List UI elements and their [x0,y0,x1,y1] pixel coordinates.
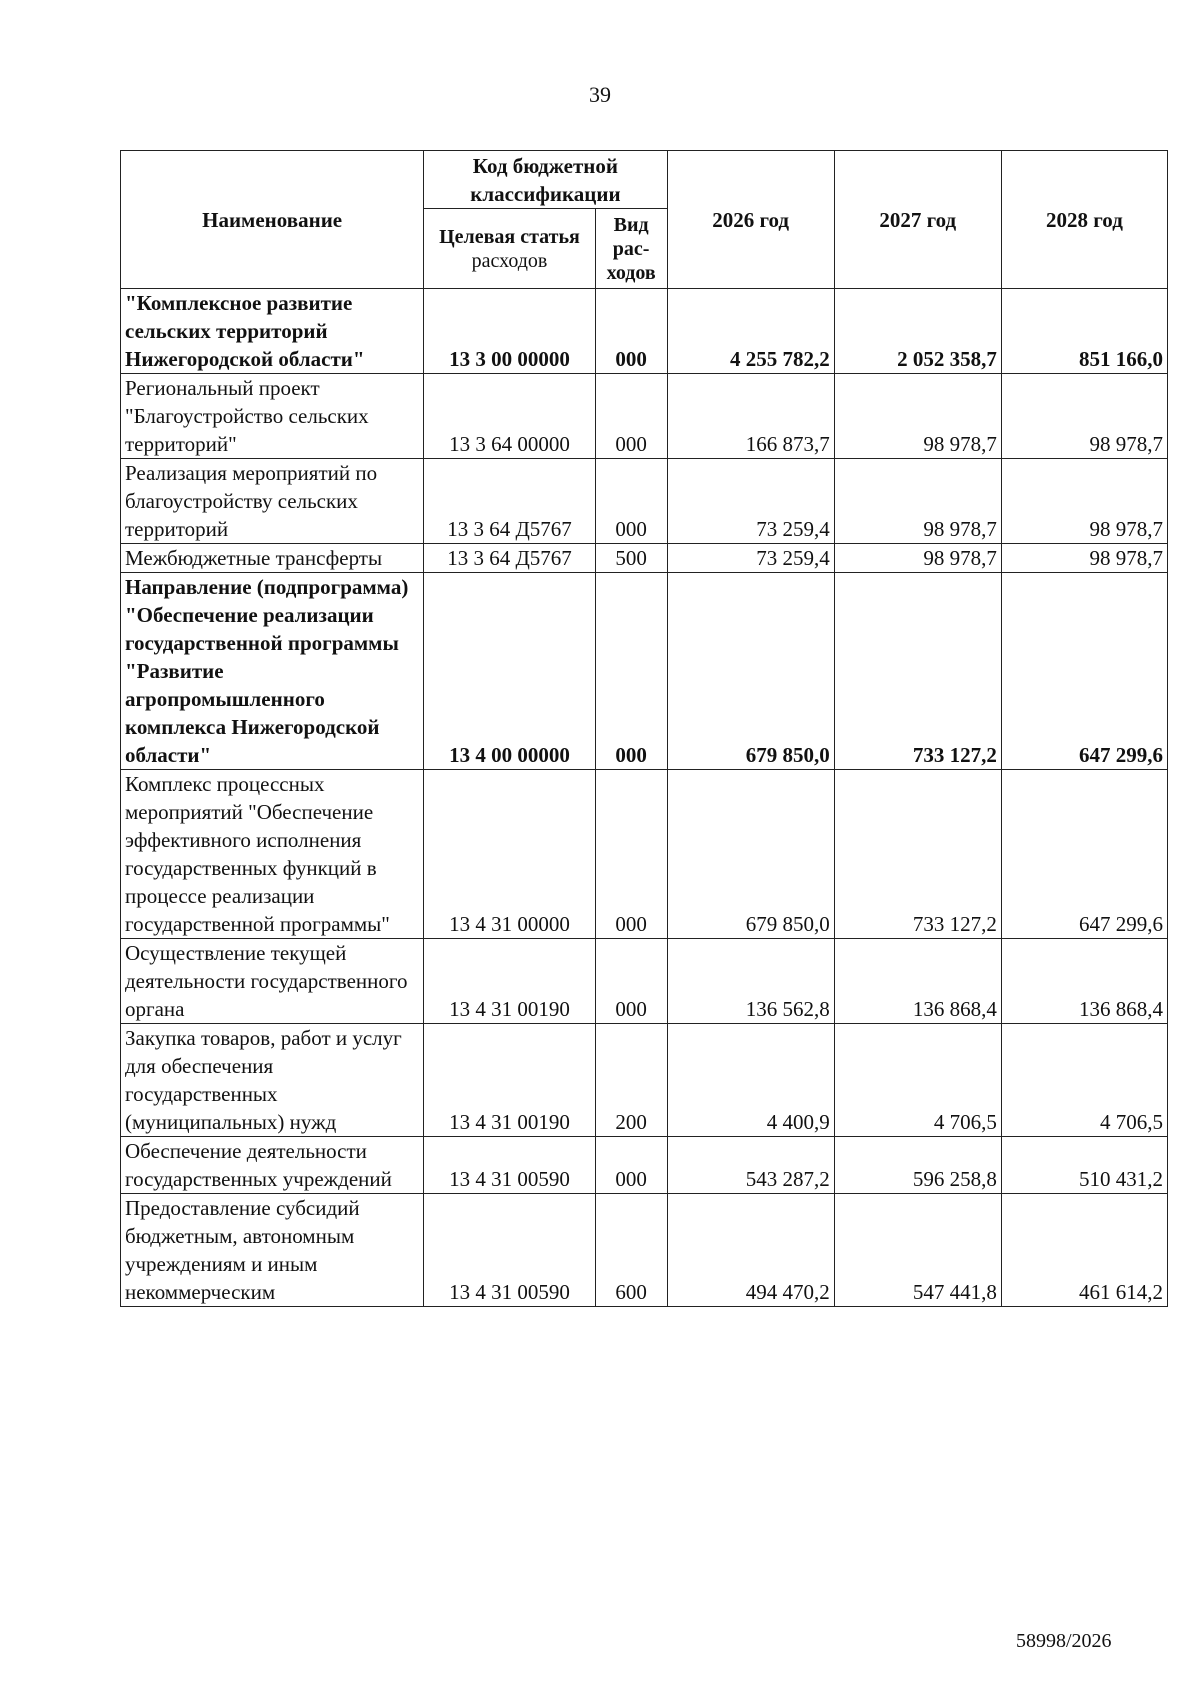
row-value-2027: 596 258,8 [834,1137,1001,1194]
row-name: Комплекс процессных мероприятий "Обеспечение эффективного исполнения государственных функций в процессе реализации государственной программы" [121,770,424,939]
row-code: 13 4 31 00590 [424,1194,595,1307]
row-value-2026: 4 255 782,2 [667,289,834,374]
row-value-2026: 543 287,2 [667,1137,834,1194]
table-row [121,459,1168,544]
table-row [121,289,1168,374]
table-row [121,1194,1168,1307]
row-value-2028: 98 978,7 [1001,374,1167,459]
row-name: Закупка товаров, работ и услуг для обеспечения государственных (муниципальных) нужд [121,1024,424,1137]
row-value-2026: 494 470,2 [667,1194,834,1307]
row-name: Направление (подпрограмма) "Обеспечение реализации государственной программы "Развитие агропромышленного комплекса Нижегородской области" [121,573,424,770]
row-expense-type: 000 [595,573,667,770]
row-code: 13 4 00 00000 [424,573,595,770]
table-row [121,770,1168,939]
row-expense-type: 500 [595,544,667,573]
row-name: Предоставление субсидий бюджетным, автономным учреждениям и иным некоммерческим [121,1194,424,1307]
row-expense-type: 000 [595,289,667,374]
table-row [121,573,1168,770]
row-expense-type: 000 [595,459,667,544]
row-code: 13 3 64 00000 [424,374,595,459]
header-name: Наименование [121,151,424,289]
header-year-2028: 2028 год [1001,151,1167,289]
table-body [121,289,1168,1307]
row-expense-type: 000 [595,939,667,1024]
header-year-2026: 2026 год [667,151,834,289]
page-number: 39 [589,82,611,107]
row-value-2027: 98 978,7 [834,374,1001,459]
header-target-article [424,209,595,289]
row-value-2026: 136 562,8 [667,939,834,1024]
row-code: 13 3 64 Д5767 [424,459,595,544]
row-value-2026: 4 400,9 [667,1024,834,1137]
row-value-2028: 461 614,2 [1001,1194,1167,1307]
row-value-2026: 679 850,0 [667,573,834,770]
table-row [121,1024,1168,1137]
row-expense-type: 600 [595,1194,667,1307]
row-value-2027: 547 441,8 [834,1194,1001,1307]
row-code: 13 4 31 00190 [424,1024,595,1137]
table-row [121,374,1168,459]
row-name: Осуществление текущей деятельности государственного органа [121,939,424,1024]
row-value-2028: 510 431,2 [1001,1137,1167,1194]
header-expense-type: Вид рас-ходов [595,209,667,289]
row-name: Обеспечение деятельности государственных учреждений [121,1137,424,1194]
header-target-article-sub: расходов [471,249,548,272]
row-value-2026: 73 259,4 [667,459,834,544]
row-code: 13 4 31 00000 [424,770,595,939]
document-number: 58998/2026 [1016,1630,1112,1652]
header-target-article-title: Целевая статья [439,225,580,248]
row-value-2028: 4 706,5 [1001,1024,1167,1137]
row-expense-type: 200 [595,1024,667,1137]
row-value-2026: 73 259,4 [667,544,834,573]
row-value-2026: 679 850,0 [667,770,834,939]
row-code: 13 3 00 00000 [424,289,595,374]
row-value-2028: 136 868,4 [1001,939,1167,1024]
row-value-2028: 647 299,6 [1001,770,1167,939]
row-code: 13 4 31 00590 [424,1137,595,1194]
row-code: 13 3 64 Д5767 [424,544,595,573]
row-name: Региональный проект "Благоустройство сельских территорий" [121,374,424,459]
row-name: Межбюджетные трансферты [121,544,424,573]
row-value-2028: 851 166,0 [1001,289,1167,374]
table-header [121,151,1168,289]
row-value-2028: 98 978,7 [1001,459,1167,544]
row-name: "Комплексное развитие сельских территорий Нижегородской области" [121,289,424,374]
table-row [121,544,1168,573]
row-value-2027: 4 706,5 [834,1024,1001,1137]
row-value-2027: 2 052 358,7 [834,289,1001,374]
budget-table [120,150,1168,1307]
row-value-2027: 98 978,7 [834,544,1001,573]
row-expense-type: 000 [595,374,667,459]
row-value-2028: 98 978,7 [1001,544,1167,573]
table-row [121,939,1168,1024]
row-code: 13 4 31 00190 [424,939,595,1024]
table-row [121,1137,1168,1194]
row-value-2027: 136 868,4 [834,939,1001,1024]
header-code-group: Код бюджетной классификации [424,151,667,209]
row-expense-type: 000 [595,1137,667,1194]
row-value-2027: 733 127,2 [834,573,1001,770]
row-value-2027: 733 127,2 [834,770,1001,939]
row-value-2026: 166 873,7 [667,374,834,459]
row-value-2028: 647 299,6 [1001,573,1167,770]
header-year-2027: 2027 год [834,151,1001,289]
row-value-2027: 98 978,7 [834,459,1001,544]
row-expense-type: 000 [595,770,667,939]
row-name: Реализация мероприятий по благоустройству сельских территорий [121,459,424,544]
